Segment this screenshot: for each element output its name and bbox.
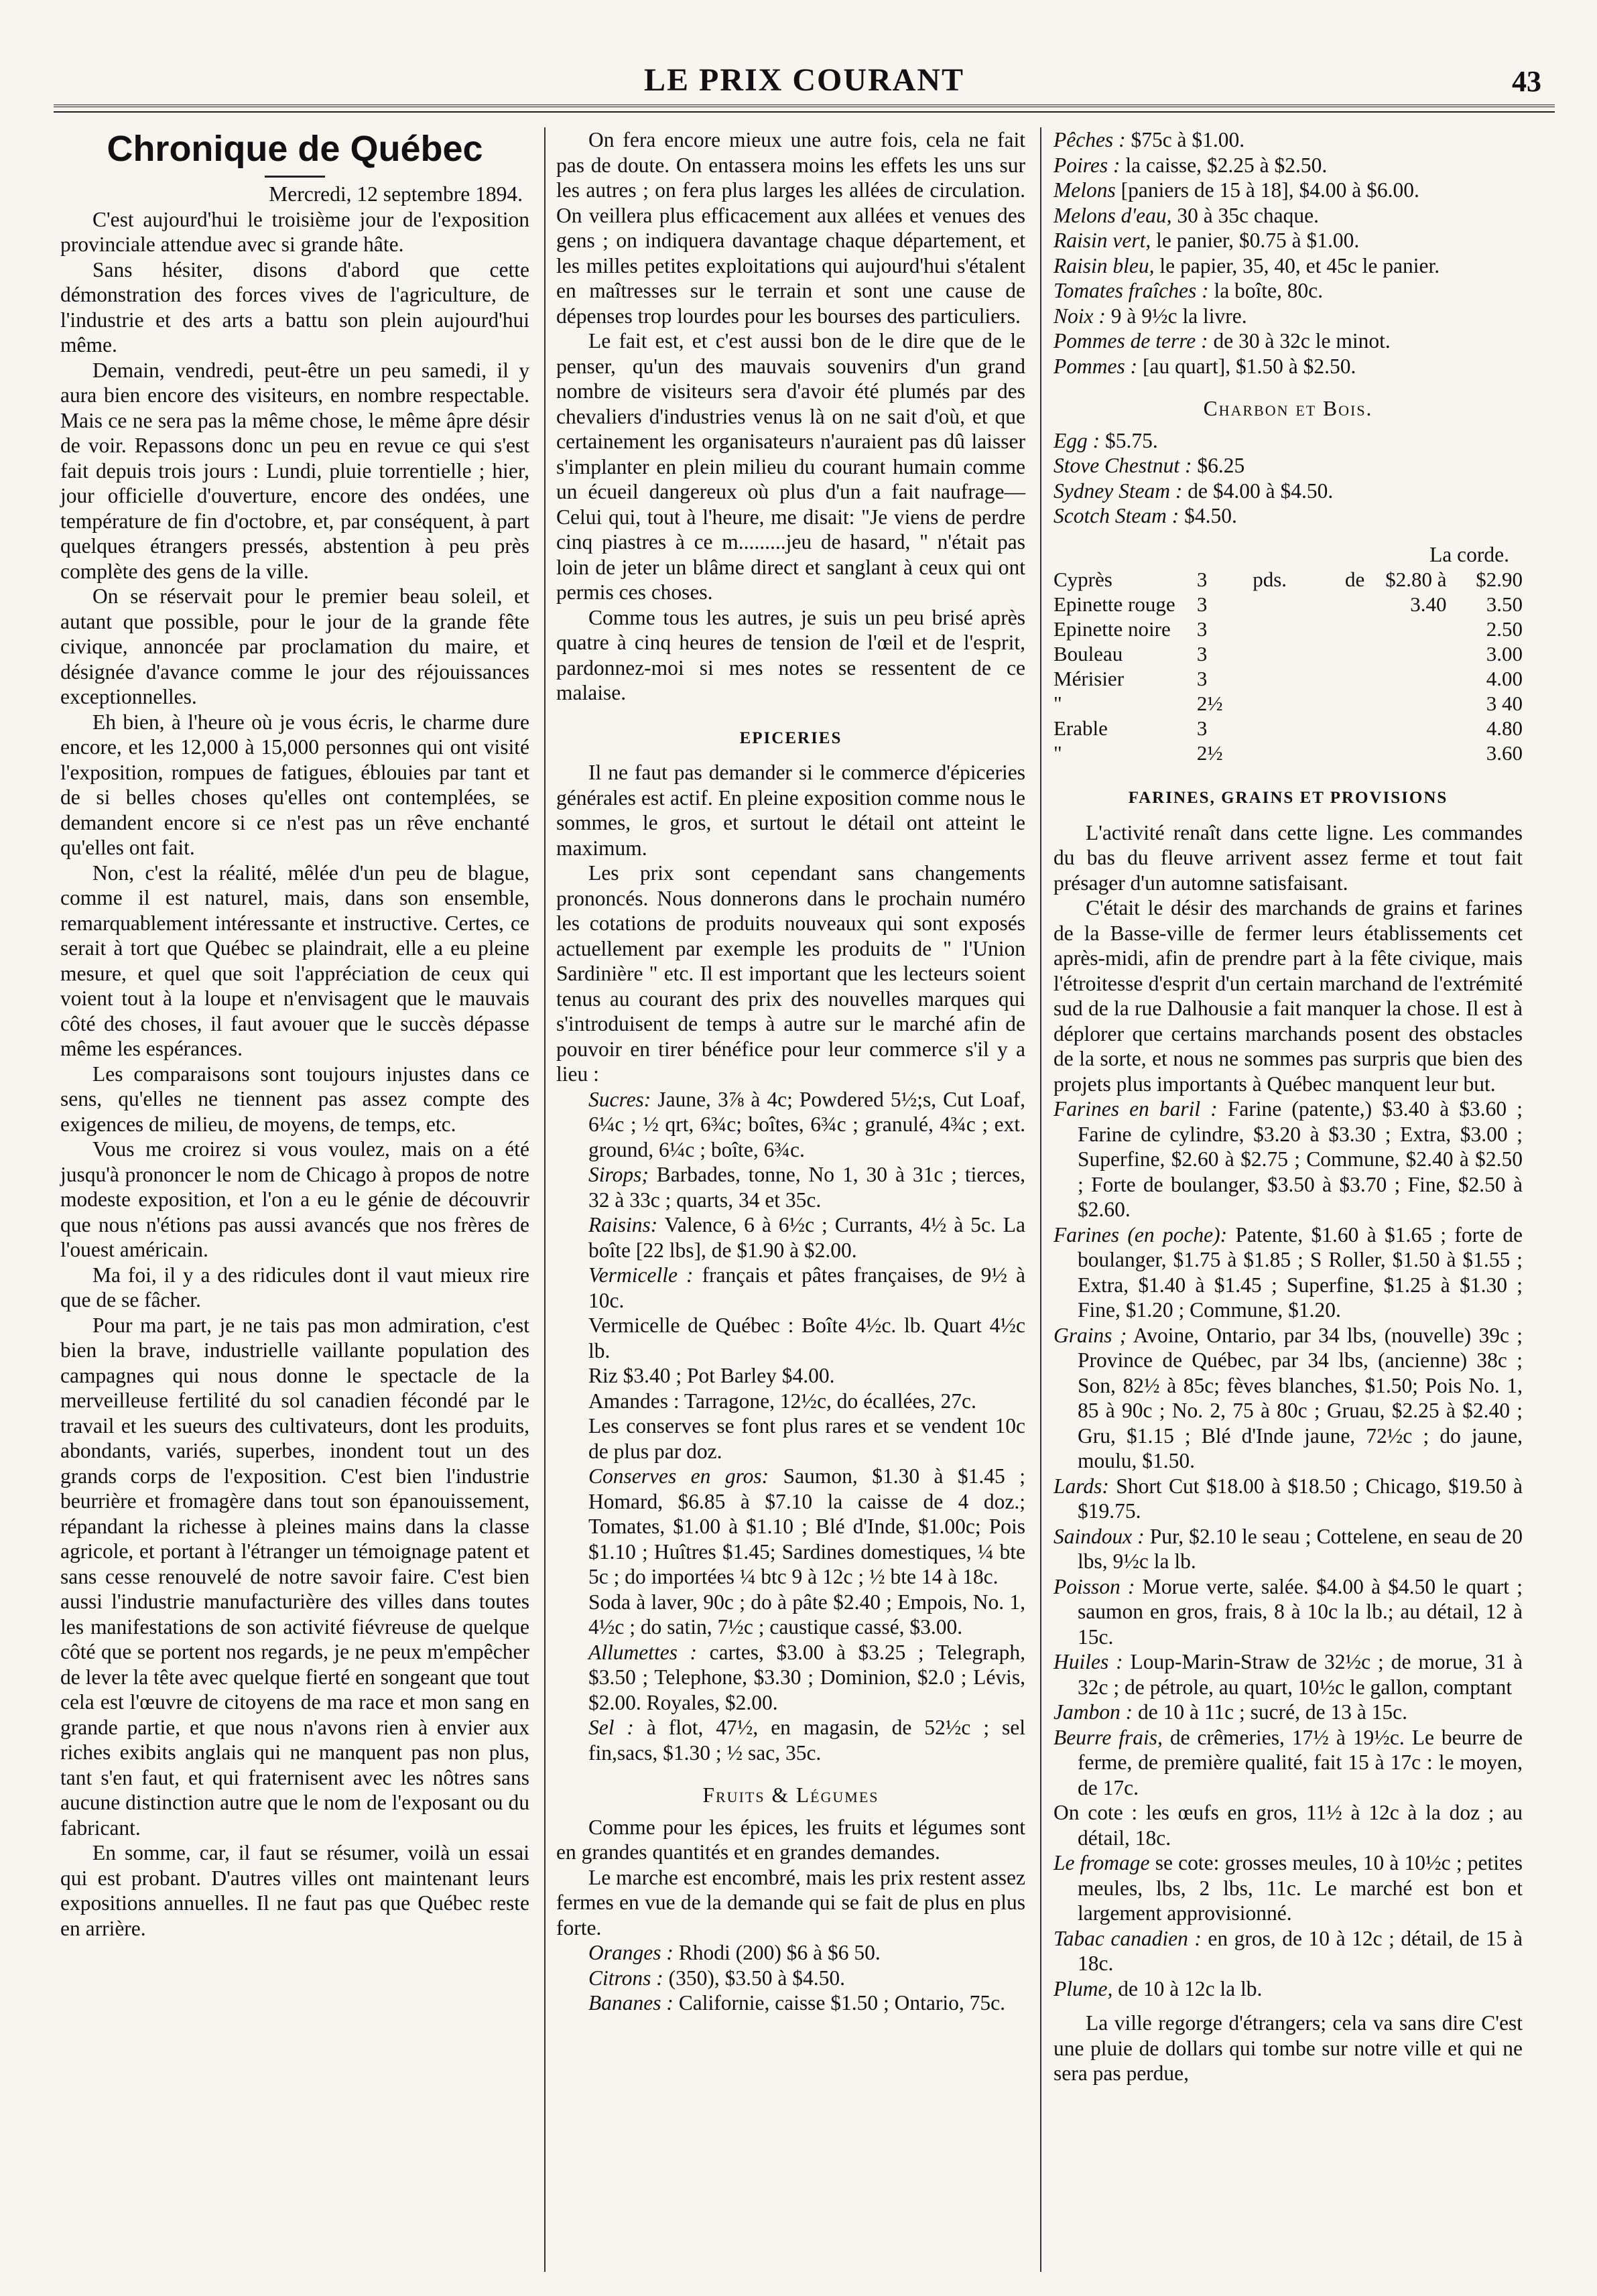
wood-cell-hi: $2.90 (1476, 568, 1523, 591)
price-item-label: Oranges : (588, 1941, 674, 1964)
price-item-label: Citrons : (588, 1966, 663, 1990)
column-divider (1040, 127, 1041, 2272)
paragraph: Pour ma part, je ne tais pas mon admiration, c'est bien la brave, industrielle vaillante population des campagnes qui nous donne le spectacle de la merveilleuse fertilité du sol canadien fécondé par le travail et les sueurs des cultivateurs, dont les produits, abondants, variés, superbes, inondent tout un des grands corps de l'exposition. C'est bien l'industrie beurrière et fromagère dans tout son épanouissement, répandant la richesse à pleines mains dans la classe agricole, et portant à l'étranger un témoignage patent et sans cesse renouvelé de notre savoir faire. C'est bien aussi l'industrie manufacturière des villes dans toutes les manifestations de son activité fiévreuse de quelque côté que se portent nos regards, je ne peux m'empêcher de lever la tête avec quelque fierté en songeant que tout cela est l'œuvre de citoyens de ma race et mon sang en grande partie, et que nous n'avons rien à envier aux riches exibits anglais qui ne manquent pas non plus, tant s'en faut, et qui fraternisent avec les nôtres sans aucune distinction autre que le nom de l'exposant ou du fabricant. (60, 1313, 529, 1840)
price-line (1053, 1649, 1523, 1700)
column-2 (556, 127, 1025, 2016)
price-item-text: de 30 à 32c le minot. (1208, 329, 1391, 353)
price-item-label: Bananes : (588, 1991, 674, 2015)
price-item-label: Lards: (1053, 1474, 1109, 1498)
price-item-label: Melons (1053, 178, 1116, 202)
header-rule (54, 105, 1555, 113)
price-item-text: Vermicelle de Québec : Boîte 4½c. lb. Quart 4½c lb. (588, 1314, 1025, 1362)
price-line (1053, 453, 1523, 479)
price-list-charbon (1053, 428, 1523, 529)
page-header (54, 62, 1555, 102)
wood-cell-lo (1364, 716, 1446, 741)
wood-cell-hi: 2.50 (1486, 617, 1523, 641)
price-line (1053, 1850, 1523, 1926)
price-line (1053, 203, 1523, 229)
wood-cell-unit (1253, 666, 1316, 691)
price-item-label: Conserves en gros: (588, 1464, 769, 1488)
price-line (556, 1966, 1025, 1991)
price-item-label: Saindoux : (1053, 1524, 1145, 1548)
wood-cell-lo (1364, 741, 1446, 765)
price-item-text: français et pâtes françaises, de 9½ à 10c. (588, 1263, 1025, 1312)
price-line (556, 1162, 1025, 1212)
wood-cell-len: 3 (1196, 716, 1208, 740)
section-heading-fruits: Fruits & Légumes (702, 1783, 879, 1807)
wood-cell-lo: 3.40 (1410, 592, 1447, 616)
price-item-text: Morue verte, salée. $4.00 à $4.50 le quart ; saumon en gros, frais, 8 à 10c la lb.; au détail, 12 à 15c. (1078, 1574, 1523, 1649)
price-item-text: à flot, 47½, en magasin, de 52½c ; sel fin,sacs, $1.30 ; ½ sac, 35c. (588, 1716, 1025, 1765)
wood-cell-unit (1253, 617, 1316, 641)
price-item-label: Allumettes : (588, 1640, 698, 1664)
wood-cell-len: 3 (1196, 617, 1208, 641)
price-item-label: Sucres: (588, 1087, 651, 1111)
price-line (1053, 1222, 1523, 1323)
wood-cell-from (1316, 617, 1364, 641)
price-item-text: Patente, $1.60 à $1.65 ; forte de boulanger, $1.75 à $1.85 ; S Roller, $1.50 à $1.55 ; Extra, $1.40 à $1.45 ; Superfine, $1.25 à $1.30 ; Fine, $1.20 ; Commune, $1.20. (1078, 1222, 1523, 1322)
wood-cell-from (1316, 716, 1364, 741)
price-item-text: (350), $3.50 à $4.50. (663, 1966, 845, 1990)
price-line (556, 1263, 1025, 1313)
price-item-text: 30 à 35c chaque. (1171, 203, 1319, 227)
paragraph: Comme tous les autres, je suis un peu brisé après quatre à cinq heures de tension de l'œil et de l'esprit, pardonnez-moi si mes notes se ressentent de ce malaise. (556, 605, 1025, 704)
wood-cell-lo (1364, 617, 1446, 641)
publication-title: LE PRIX COURANT (643, 62, 965, 98)
section-heading-epiceries: EPICERIES (739, 728, 842, 747)
price-line (1053, 1926, 1523, 1976)
wood-cell-name: Cyprès (1053, 568, 1112, 591)
price-item-text: se cote: grosses meules, 10 à 10½c ; petites meules, lbs, 2 lbs, 11c. Le marché est bon et largement approvisionné. (1078, 1851, 1523, 1925)
price-line (556, 1363, 1025, 1389)
paragraph: C'est aujourd'hui le troisième jour de l'exposition provinciale attendue avec si grande hâte. (60, 207, 529, 256)
wood-cell-name: " (1053, 741, 1062, 765)
price-item-text: Pur, $2.10 le seau ; Cottelene, en seau de 20 lbs, 9½c la lb. (1078, 1524, 1523, 1573)
column-3 (1053, 127, 1523, 2086)
wood-cell-unit (1253, 592, 1316, 617)
price-item-label: Raisin vert, (1053, 229, 1151, 252)
price-line (556, 1990, 1025, 2016)
wood-row (1053, 666, 1523, 691)
paragraph: Il ne faut pas demander si le commerce d'épiceries générales est actif. En pleine exposition comme nous le sommes, le gros, et surtout le détail ont atteint le maximum. (556, 761, 1025, 860)
page-number: 43 (1512, 65, 1541, 98)
wood-cell-len: 3 (1196, 592, 1208, 616)
price-item-label: Pommes : (1053, 354, 1138, 378)
price-line (1053, 1574, 1523, 1650)
wood-cell-len: 3 (1196, 642, 1208, 665)
wood-row (1053, 741, 1523, 765)
price-item-label: Poisson : (1053, 1574, 1135, 1598)
price-item-label: Pêches : (1053, 128, 1126, 151)
price-line (1053, 127, 1523, 153)
wood-cell-from (1316, 641, 1364, 666)
wood-cell-from (1316, 666, 1364, 691)
price-line (1053, 178, 1523, 203)
corde-label: La corde. (1429, 542, 1509, 566)
price-item-text: la boîte, 80c. (1208, 279, 1324, 302)
column-divider (544, 127, 546, 2272)
wood-cell-unit: pds. (1253, 568, 1287, 591)
price-list-farines (1053, 1096, 1523, 2001)
title-rule (265, 176, 325, 178)
wood-row (1053, 567, 1523, 592)
wood-cell-lo (1364, 641, 1446, 666)
price-item-text: Jaune, 3⅞ à 4c; Powdered 5½;s, Cut Loaf, 6¼c ; ½ qrt, 6¾c; boîtes, 6¾c ; granulé, 4¾c ; ext. ground, 6¼c ; boîte, 6¾c. (588, 1087, 1025, 1161)
wood-cell-from (1316, 592, 1364, 617)
wood-cell-len: 2½ (1196, 692, 1223, 715)
price-item-text: [paniers de 15 à 18], $4.00 à $6.00. (1115, 178, 1419, 202)
wood-cell-unit (1253, 741, 1316, 765)
price-item-label: Stove Chestnut : (1053, 454, 1192, 477)
wood-cell-lo: $2.80 à (1385, 568, 1447, 591)
price-item-label: Tomates fraîches : (1053, 279, 1209, 302)
wood-cell-hi: 3.60 (1486, 741, 1523, 765)
paragraph: Non, c'est la réalité, mêlée d'un peu de blague, comme il est naturel, mais, dans son ensemble, remarquablement intéressante et instructive. Certes, ce serait à tort que Québec se plaindrait, elle a eu pleine mesure, et quel que soit l'appréciation de ceux qui voient tout à la loupe et n'envisagent que le mauvais côté des choses, il faut avouer que le succès dépasse même les espérances. (60, 860, 529, 1060)
wood-cell-name: " (1053, 692, 1062, 715)
price-line (556, 1464, 1025, 1590)
price-item-text: de crêmeries, 17½ à 19½c. Le beurre de ferme, de première qualité, fait 15 à 17c : le moyen, de 17c. (1078, 1725, 1523, 1799)
paragraph: On se réservait pour le premier beau soleil, et autant que possible, pour le jour de la grande fête civique, annoncée par proclamation du maire, et désignée d'avance comme le jour des réjouissances exceptionnelles. (60, 584, 529, 708)
price-item-text: Loup-Marin-Straw de 32½c ; de morue, 31 à 32c ; de pétrole, au quart, 10½c le gallon, comptant (1078, 1650, 1523, 1699)
price-item-label: Huiles : (1053, 1650, 1123, 1673)
wood-cell-lo (1364, 691, 1446, 716)
wood-cell-name: Mérisier (1053, 667, 1125, 690)
price-item-label: Raisin bleu, (1053, 253, 1155, 277)
wood-cell-len: 2½ (1196, 741, 1223, 765)
paragraph: Demain, vendredi, peut-être un peu samedi, il y aura bien encore des visiteurs, en nombre respectable. Mais ce ne sera pas la même chose, le même âpre désir de voir. Repassons donc un peu en revue ce qui s'est fait depuis trois jours : Lundi, pluie torrentielle ; hier, jour officielle d'ouverture, encore des ondées, une température de fin d'octobre, et, par conséquent, à part quelques étrangers pressés, abstention à peu près complète des gens de la ville. (60, 358, 529, 583)
price-item-label: Jambon : (1053, 1700, 1133, 1724)
price-item-label: Beurre frais, (1053, 1725, 1163, 1749)
price-line (556, 1087, 1025, 1163)
price-line (1053, 428, 1523, 454)
price-item-text: Saumon, $1.30 à $1.45 ; Homard, $6.85 à $7.10 la caisse de 4 doz.; Tomates, $1.00 à $1.10 ; Blé d'Inde, $1.00c; Pois $1.10 ; Huîtres $1.45; Sardines domestiques, ¼ bte 5c ; do importées ¼ btc 9 à 12c ; ½ bte 14 à 18c. (588, 1464, 1025, 1588)
paragraph: L'activité renaît dans cette ligne. Les commandes du bas du fleuve arrivent assez ferme et tout fait présager d'un automne satisfaisant. (1053, 820, 1523, 895)
wood-cell-name: Erable (1053, 716, 1108, 740)
price-item-label: Raisins: (588, 1213, 658, 1236)
wood-cell-name: Epinette noire (1053, 617, 1171, 641)
price-line (1053, 253, 1523, 279)
price-item-text: Riz $3.40 ; Pot Barley $4.00. (588, 1364, 835, 1387)
price-line (556, 1940, 1025, 1966)
wood-cell-from (1316, 691, 1364, 716)
wood-cell-name: Bouleau (1053, 642, 1123, 665)
column-1 (60, 127, 529, 1941)
wood-cell-lo (1364, 666, 1446, 691)
price-item-text: Les conserves se font plus rares et se vendent 10c de plus par doz. (588, 1414, 1025, 1463)
article-date: Mercredi, 12 septembre 1894. (269, 182, 523, 206)
paragraph: Vous me croirez si vous voulez, mais on a été jusqu'à prononcer le nom de Chicago à propos de notre modeste exposition, et l'on a eu le génie de découvrir que nous n'étions pas aussi avancés que nos frères de l'ouest américain. (60, 1137, 529, 1261)
price-item-text: la caisse, $2.25 à $2.50. (1120, 153, 1328, 177)
wood-row (1053, 641, 1523, 666)
price-item-text: Valence, 6 à 6½c ; Currants, 4½ à 5c. La boîte [22 lbs], de $1.90 à $2.00. (588, 1213, 1025, 1262)
price-item-text: Short Cut $18.00 à $18.50 ; Chicago, $19.50 à $19.75. (1078, 1474, 1523, 1523)
price-list-fruits (556, 1940, 1025, 2016)
price-item-label: Scotch Steam : (1053, 504, 1179, 527)
price-line (556, 1640, 1025, 1716)
price-item-text: de $4.00 à $4.50. (1182, 479, 1334, 503)
price-list-epiceries (556, 1087, 1025, 1766)
paragraph: C'était le désir des marchands de grains et farines de la Basse-ville de fermer leurs établissements cet après-midi, afin de prendre part à la fête civique, mais l'étroitesse d'esprit d'un certain marchand de l'extrémité sud de la rue Dalhousie a fait manquer la chose. Il est à déplorer que certains marchands posent des obstacles de la sorte, et nous ne sommes pas surpris que bien des projets plus importants à Québec manquent leur but. (1053, 896, 1523, 1096)
paragraph: Sans hésiter, disons d'abord que cette démonstration des forces vives de l'agriculture, de l'industrie et des arts a battu son plein aujourd'hui même. (60, 257, 529, 357)
price-item-label: Poires : (1053, 153, 1121, 177)
wood-cell-hi: 3.50 (1486, 592, 1523, 616)
price-item-text: On cote : les œufs en gros, 11½ à 12c à la doz ; au détail, 18c. (1053, 1801, 1523, 1850)
wood-cell-unit (1253, 641, 1316, 666)
price-line (1053, 1800, 1523, 1850)
paragraph: Le fait est, et c'est aussi bon de le dire que de le penser, qu'un des mauvais souvenirs d'un grand nombre de visiteurs sera d'avoir été plumés par des chevaliers d'industries venus là on ne sait d'où, et que certainement les organisateurs n'auraient pas dû laisser s'implanter en plein milieu du courant humain comme un écueil dangereux où plus d'un a fait naufrage—Celui qui, tout à l'heure, me disait: "Je viens de perdre cinq piastres à ce m.........jeu de hasard, " n'était pas loin de jeter un blâme direct et sanglant à ceux qui ont permis ces choses. (556, 329, 1025, 604)
paragraph: On fera encore mieux une autre fois, cela ne fait pas de doute. On entassera moins les effets les uns sur les autres ; on fera plus larges les allées de circulation. On veillera plus efficacement aux allées et venues des gens ; on indiquera davantage chaque département, et les milles petites exploitations qui aujourd'hui s'étalent en maîtresses sur le terrain et sont une cause de dépenses trop lourdes pour les bourses des particuliers. (556, 128, 1025, 328)
price-item-text: de 10 à 11c ; sucré, de 13 à 15c. (1133, 1700, 1408, 1724)
wood-cell-unit (1253, 691, 1316, 716)
wood-cell-hi: 4.00 (1486, 667, 1523, 690)
price-line (1053, 1096, 1523, 1222)
price-line (556, 1590, 1025, 1640)
price-line (556, 1313, 1025, 1363)
price-item-text: en gros, de 10 à 12c ; détail, de 15 à 18c. (1078, 1926, 1523, 1975)
wood-cell-from: de (1345, 568, 1365, 591)
price-item-text: $4.50. (1179, 504, 1237, 527)
paragraph: En somme, car, il faut se résumer, voilà un essai qui est probant. D'autres villes ont maintenant leurs expositions annuelles. Il ne faut pas que Québec reste en arrière. (60, 1841, 529, 1940)
price-item-label: Farines (en poche): (1053, 1222, 1228, 1247)
price-line (1053, 278, 1523, 304)
price-item-label: Grains ; (1053, 1323, 1127, 1347)
price-line (1053, 1976, 1523, 2002)
price-item-label: Noix : (1053, 304, 1106, 328)
wood-cell-len: 3 (1196, 667, 1208, 690)
price-item-label: Melons d'eau, (1053, 203, 1172, 227)
wood-cell-from (1316, 741, 1364, 765)
wood-cell-len: 3 (1196, 568, 1208, 591)
price-item-text: Rhodi (200) $6 à $6 50. (673, 1941, 881, 1964)
price-item-label: Tabac canadien : (1053, 1926, 1202, 1950)
price-item-label: Sirops; (588, 1163, 649, 1186)
wood-cell-hi: 3 40 (1486, 692, 1523, 715)
price-item-label: Plume, (1053, 1976, 1113, 2000)
price-item-text: Farine (patente,) $3.40 à $3.60 ; Farine de cylindre, $3.20 à $3.30 ; Extra, $3.00 ; Superfine, $2.60 à $2.75 ; Commune, $2.40 à $2.50 ; Forte de boulanger, $3.50 à $3.70 ; Fine, $2.50 à $2.60. (1078, 1097, 1523, 1221)
price-list-fruits-cont (1053, 127, 1523, 379)
wood-row (1053, 617, 1523, 641)
paragraph: Les prix sont cependant sans changements prononcés. Nous donnerons dans le prochain numéro les cotations de produits nouveaux qui sont exposés actuellement par exemple les produits de " l'Union Sardinière " etc. Il est important que les lecteurs soient tenus au courant des prix des nouvelles marques qui s'introduisent de temps à autre sur le marché afin de pouvoir en tirer bénéfice pour leur commerce s'il y a lieu : (556, 861, 1025, 1086)
price-line (1053, 153, 1523, 178)
price-item-text: Avoine, Ontario, par 34 lbs, (nouvelle) 39c ; Province de Québec, par 34 lbs, (ancienne) 38c ; Son, 82½ à 85c; fèves blanches, $1.50; Pois No. 1, 85 à 90c ; No. 2, 75 à 80c ; Gruau, $2.25 à $2.40 ; Gru, $1.15 ; Blé d'Inde jaune, 72½c ; do jaune, moulu, $1.50. (1078, 1323, 1523, 1472)
closing-paragraph: La ville regorge d'étrangers; cela va sans dire C'est une pluie de dollars qui tombe sur notre ville et qui ne sera pas perdue, (1053, 2011, 1523, 2085)
wood-cell-hi: 4.80 (1486, 716, 1523, 740)
price-item-text: cartes, $3.00 à $3.25 ; Telegraph, $3.50 ; Telephone, $3.30 ; Dominion, $2.0 ; Lévis, $2.00. Royales, $2.00. (588, 1640, 1025, 1714)
paragraph: Eh bien, à l'heure où je vous écris, le charme dure encore, et les 12,000 à 15,000 personnes qui ont visité l'exposition, rompues de fatigues, éblouies par tant et de si belles choses qu'elles ont contemplées, se demandent encore si ce n'est pas un rêve enchanté qu'elles ont fait. (60, 710, 529, 859)
price-line (556, 1413, 1025, 1464)
price-item-text: Californie, caisse $1.50 ; Ontario, 75c. (673, 1991, 1005, 2015)
price-item-label: Farines en baril : (1053, 1097, 1218, 1121)
price-item-label: Pommes de terre : (1053, 329, 1208, 353)
wood-cell-unit (1253, 716, 1316, 741)
price-line (1053, 1725, 1523, 1801)
wood-cell-hi: 3.00 (1486, 642, 1523, 665)
price-item-text: le papier, 35, 40, et 45c le panier. (1154, 253, 1440, 277)
price-line (1053, 1323, 1523, 1474)
price-item-text: Amandes : Tarragone, 12½c, do écallées, 27c. (588, 1389, 976, 1413)
price-item-label: Sydney Steam : (1053, 479, 1183, 503)
price-line (1053, 1474, 1523, 1524)
wood-row (1053, 592, 1523, 617)
price-item-text: de 10 à 12c la lb. (1112, 1976, 1263, 2000)
price-item-text: le panier, $0.75 à $1.00. (1151, 229, 1360, 252)
wood-row (1053, 716, 1523, 741)
wood-row (1053, 691, 1523, 716)
price-item-label: Vermicelle : (588, 1263, 694, 1287)
price-item-label: Sel : (588, 1716, 634, 1739)
paragraph: Les comparaisons sont toujours injustes dans ce sens, qu'elles ne tiennent pas assez compte des exigences de milieu, de moyens, de temps, etc. (60, 1062, 529, 1136)
price-line (1053, 328, 1523, 354)
price-item-text: $5.75. (1100, 428, 1158, 452)
paragraph: Comme pour les épices, les fruits et légumes sont en grandes quantités et en grandes demandes. (556, 1815, 1025, 1864)
price-item-label: Egg : (1053, 428, 1100, 452)
price-line (1053, 1700, 1523, 1725)
price-item-label: Le fromage (1053, 1851, 1150, 1874)
article-title: Chronique de Québec (107, 129, 483, 169)
paragraph: Le marche est encombré, mais les prix restent assez fermes en vue de la demande qui se fait de plus en plus forte. (556, 1865, 1025, 1939)
price-item-text: $75c à $1.00. (1125, 128, 1245, 151)
price-item-text: $6.25 (1192, 454, 1245, 477)
price-line (556, 1389, 1025, 1414)
price-line (1053, 228, 1523, 253)
price-item-text: Barbades, tonne, No 1, 30 à 31c ; tierces, 32 à 33c ; quarts, 34 et 35c. (588, 1163, 1025, 1212)
price-item-text: Soda à laver, 90c ; do à pâte $2.40 ; Empois, No. 1, 4½c ; do satin, 7½c ; caustique cassé, $3.00. (588, 1590, 1025, 1639)
price-line (556, 1212, 1025, 1263)
wood-price-table (1053, 567, 1523, 765)
price-line (1053, 354, 1523, 379)
price-line (1053, 479, 1523, 504)
section-heading-farines: FARINES, GRAINS ET PROVISIONS (1128, 789, 1448, 807)
price-item-text: [au quart], $1.50 à $2.50. (1137, 354, 1356, 378)
price-line (1053, 503, 1523, 529)
price-item-text: 9 à 9½c la livre. (1105, 304, 1247, 328)
price-line (1053, 304, 1523, 329)
section-heading-charbon: Charbon et Bois. (1203, 397, 1373, 420)
paragraph: Ma foi, il y a des ridicules dont il vaut mieux rire que de se fâcher. (60, 1263, 529, 1312)
price-line (556, 1715, 1025, 1765)
wood-cell-name: Epinette rouge (1053, 592, 1175, 616)
price-line (1053, 1524, 1523, 1574)
